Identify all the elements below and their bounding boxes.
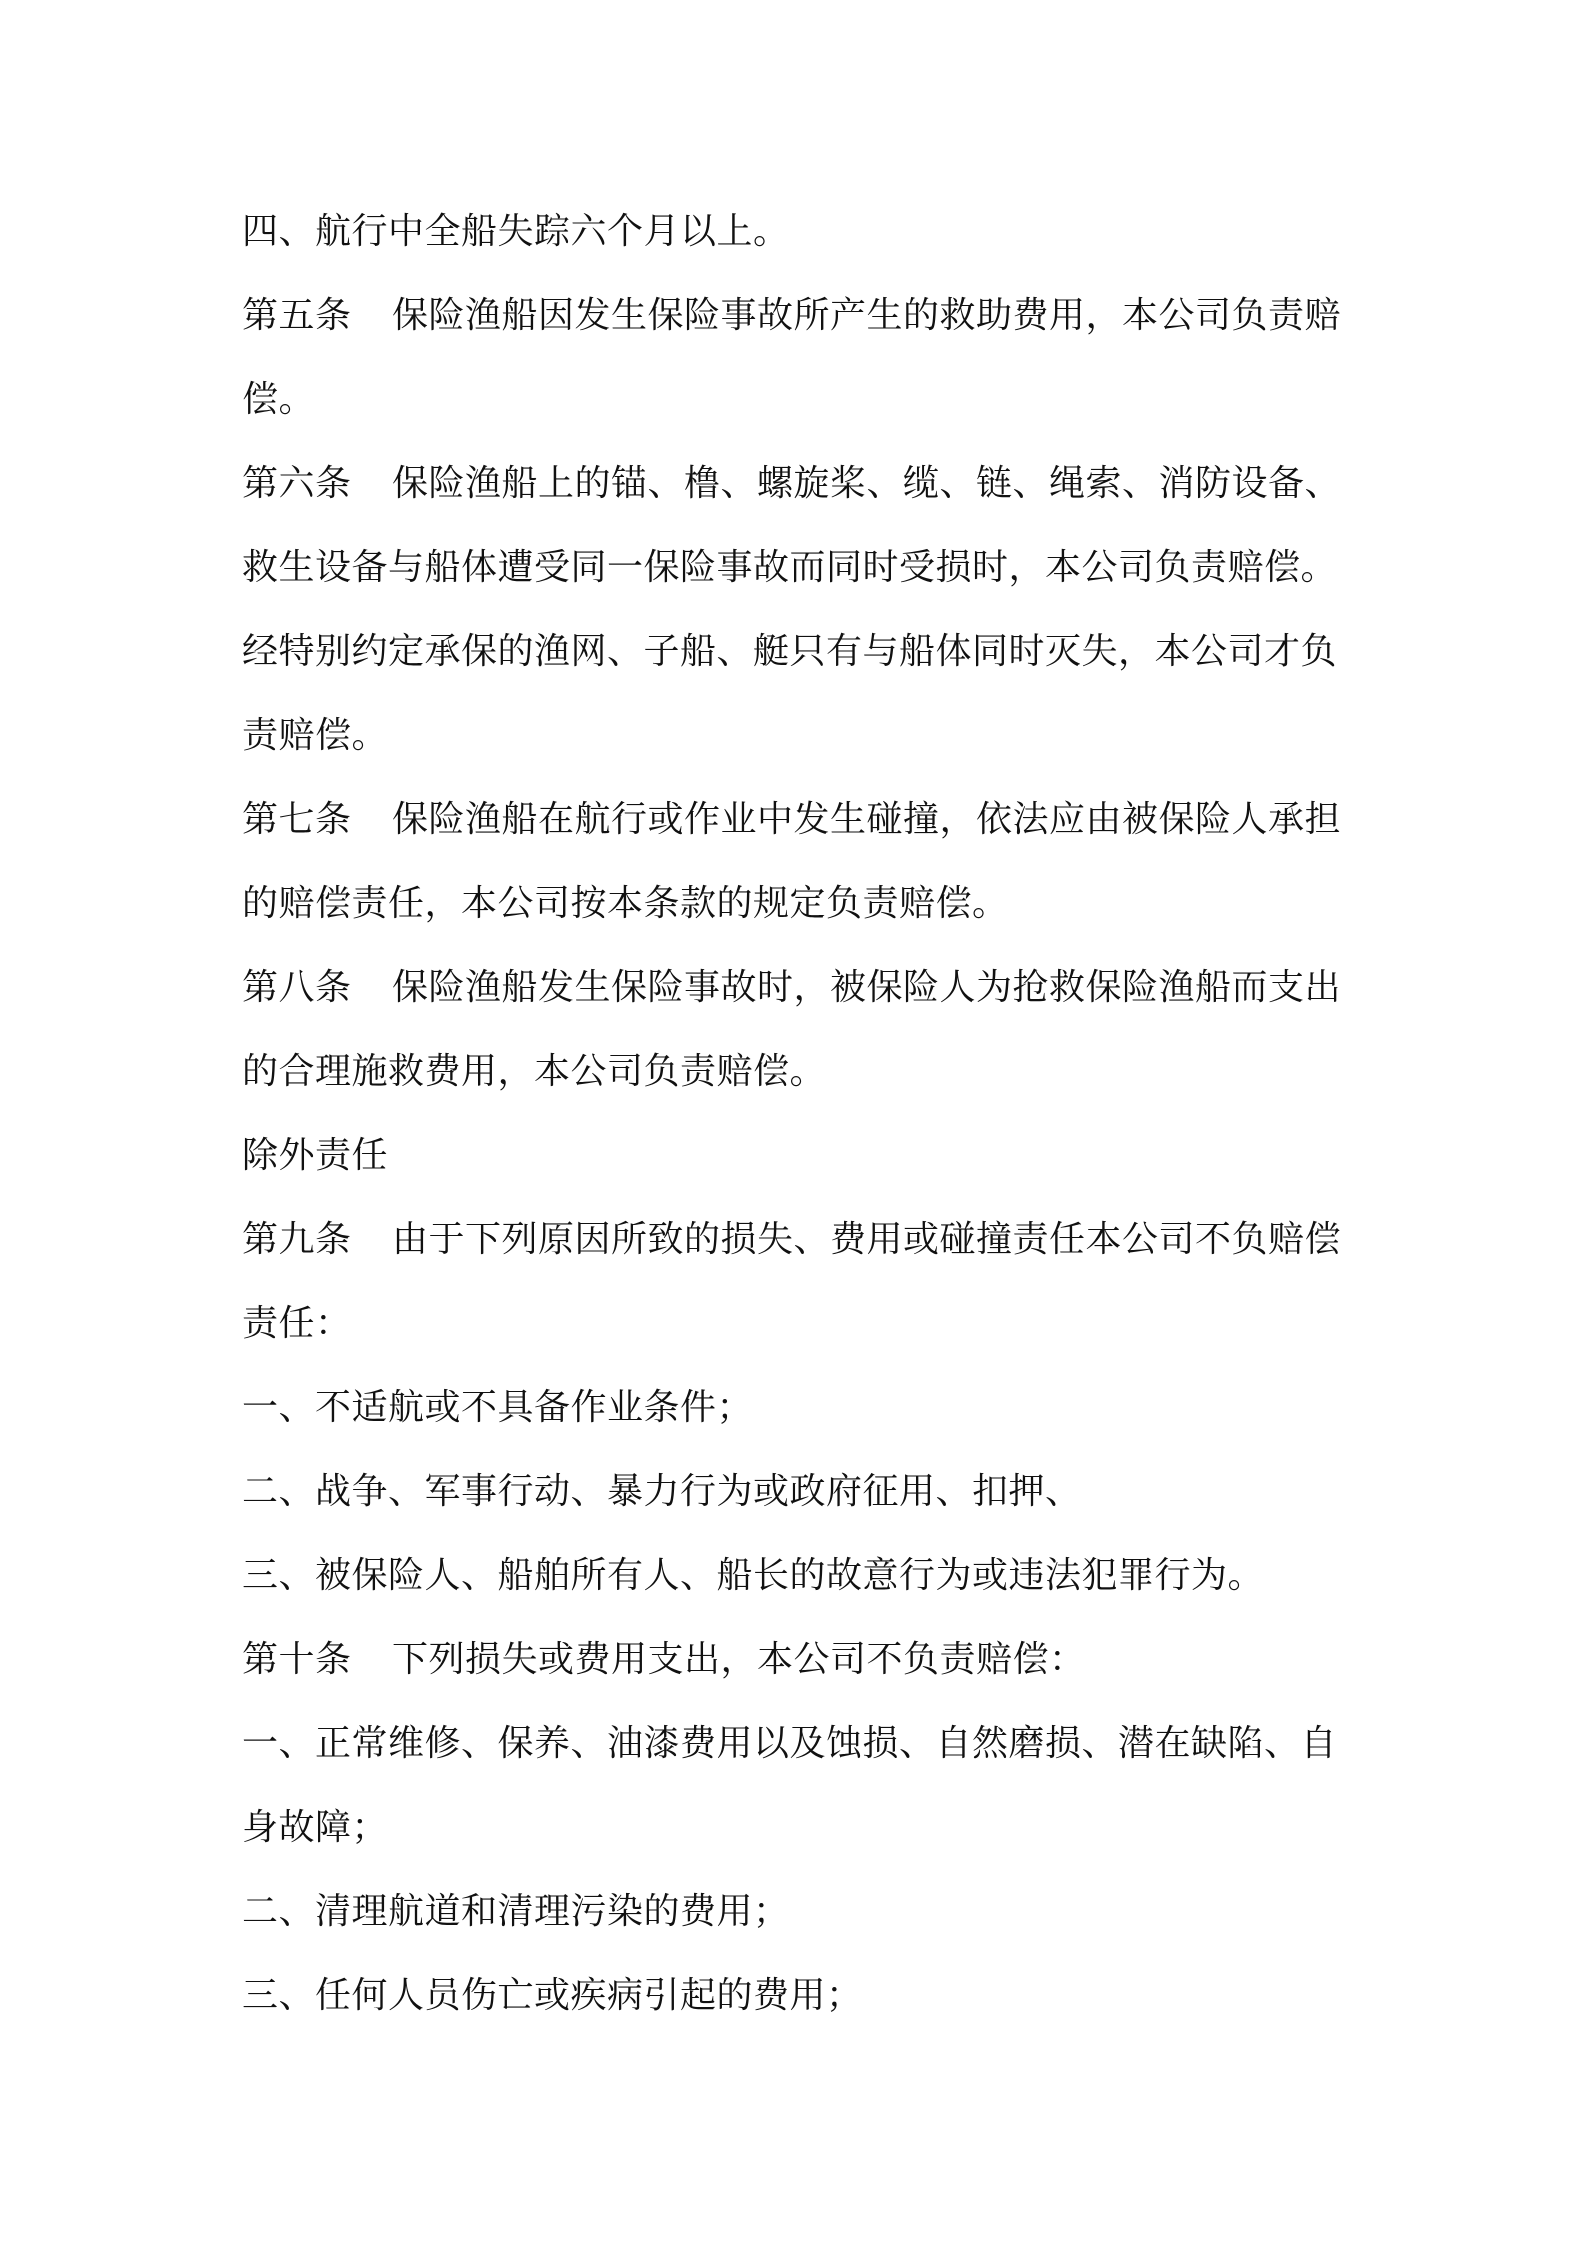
line-text: 二、战争、军事行动、暴力行为或政府征用、扣押、 (242, 1471, 1082, 1512)
list-item (242, 1870, 1362, 1954)
list-item (242, 1534, 1362, 1618)
line-text: 偿。 (242, 379, 316, 420)
text-line (242, 1786, 1362, 1870)
section-heading (242, 1114, 1362, 1198)
article-line (242, 946, 1362, 1030)
article-line (242, 778, 1362, 862)
line-text: 保险渔船因发生保险事故所产生的救助费用，本公司负责赔 (392, 295, 1342, 336)
list-item (242, 1702, 1362, 1786)
line-text: 的赔偿责任，本公司按本条款的规定负责赔偿。 (242, 883, 1009, 924)
line-text: 三、被保险人、船舶所有人、船长的故意行为或违法犯罪行为。 (242, 1555, 1265, 1596)
article-line (242, 1198, 1362, 1282)
line-text: 保险渔船在航行或作业中发生碰撞，依法应由被保险人承担 (392, 799, 1342, 840)
line-text: 责赔偿。 (242, 715, 389, 756)
article-number: 第五条 (242, 295, 352, 336)
text-line (242, 694, 1362, 778)
list-item (242, 1450, 1362, 1534)
text-line (242, 610, 1362, 694)
list-item (242, 1366, 1362, 1450)
text-line (242, 190, 1362, 274)
text-line (242, 526, 1362, 610)
line-text: 四、航行中全船失踪六个月以上。 (242, 211, 790, 252)
document-body (242, 190, 1362, 2038)
article-line (242, 1618, 1362, 1702)
line-text: 一、正常维修、保养、油漆费用以及蚀损、自然磨损、潜在缺陷、自 (242, 1723, 1338, 1764)
article-line (242, 274, 1362, 358)
text-line (242, 1282, 1362, 1366)
line-text: 救生设备与船体遭受同一保险事故而同时受损时，本公司负责赔偿。 (242, 547, 1338, 588)
article-number: 第七条 (242, 799, 352, 840)
article-number: 第十条 (242, 1639, 352, 1680)
line-text: 三、任何人员伤亡或疾病引起的费用； (242, 1975, 863, 2016)
line-text: 身故障； (242, 1807, 389, 1848)
text-line (242, 358, 1362, 442)
line-text: 经特别约定承保的渔网、子船、艇只有与船体同时灭失，本公司才负 (242, 631, 1338, 672)
line-text: 除外责任 (242, 1135, 389, 1176)
line-text: 由于下列原因所致的损失、费用或碰撞责任本公司不负赔偿 (392, 1219, 1342, 1260)
line-text: 的合理施救费用，本公司负责赔偿。 (242, 1051, 827, 1092)
text-line (242, 1030, 1362, 1114)
article-number: 第六条 (242, 463, 352, 504)
article-line (242, 442, 1362, 526)
line-text: 一、不适航或不具备作业条件； (242, 1387, 754, 1428)
line-text: 保险渔船上的锚、橹、螺旋桨、缆、链、绳索、消防设备、 (392, 463, 1342, 504)
line-text: 保险渔船发生保险事故时，被保险人为抢救保险渔船而支出 (392, 967, 1342, 1008)
article-number: 第八条 (242, 967, 352, 1008)
list-item (242, 1954, 1362, 2038)
line-text: 责任： (242, 1303, 352, 1344)
line-text: 下列损失或费用支出，本公司不负责赔偿： (392, 1639, 1086, 1680)
article-number: 第九条 (242, 1219, 352, 1260)
text-line (242, 862, 1362, 946)
line-text: 二、清理航道和清理污染的费用； (242, 1891, 790, 1932)
